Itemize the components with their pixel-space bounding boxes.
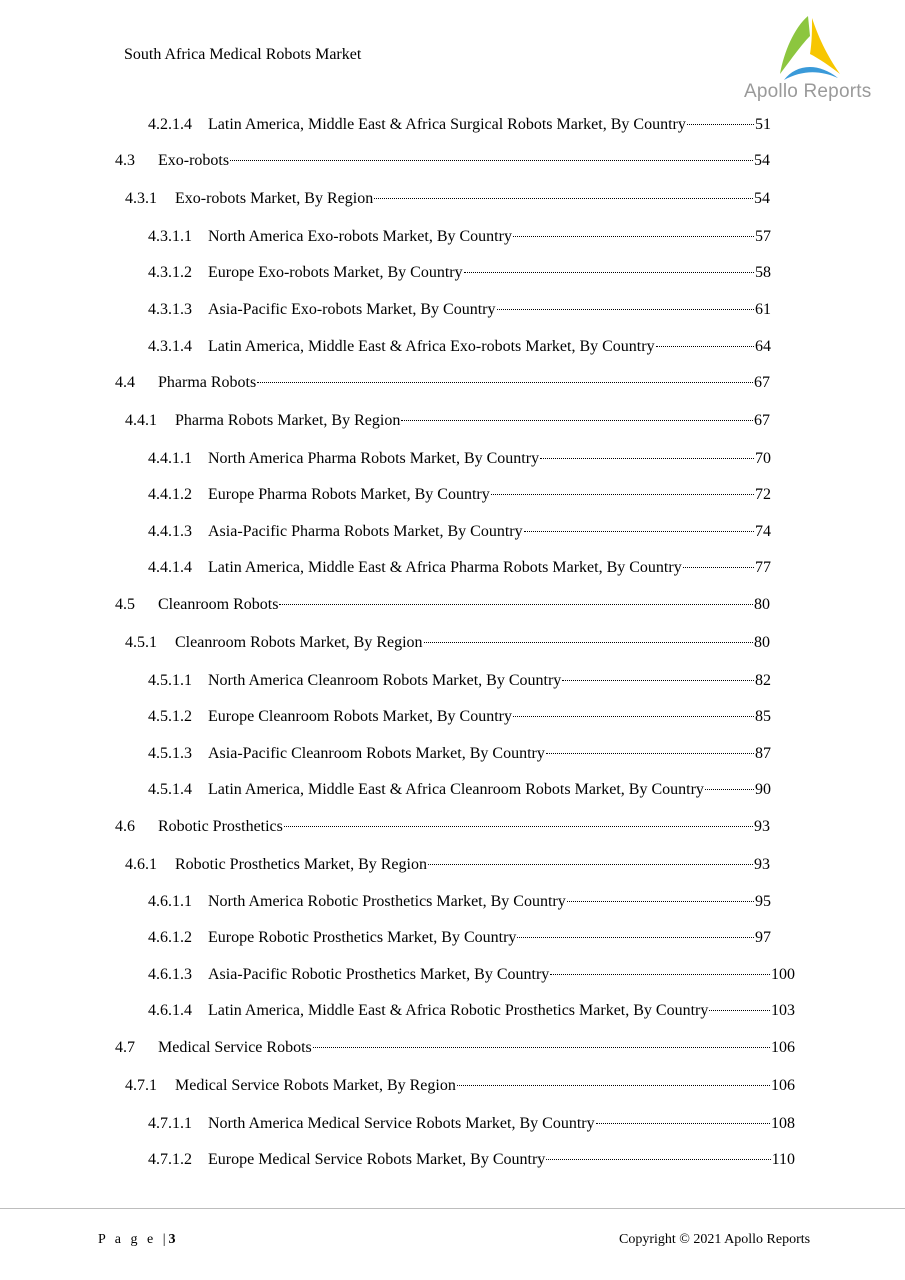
toc-title: Asia-Pacific Cleanroom Robots Market, By Country <box>208 745 545 762</box>
toc-page: 58 <box>755 264 771 281</box>
dot-leader <box>656 346 754 347</box>
toc-entry[interactable] <box>148 114 771 136</box>
toc-title: Europe Pharma Robots Market, By Country <box>208 486 490 503</box>
toc-number: 4.2.1.4 <box>148 116 192 133</box>
toc-page: 80 <box>754 634 770 651</box>
dot-leader <box>284 826 753 827</box>
toc-entry[interactable] <box>115 150 770 172</box>
dot-leader <box>428 864 753 865</box>
toc-title: Europe Robotic Prosthetics Market, By Country <box>208 929 517 946</box>
toc-title: Exo-robots Market, By Region <box>175 190 374 207</box>
toc-title: Latin America, Middle East & Africa Exo-robots Market, By Country <box>208 338 655 355</box>
toc-entry[interactable] <box>148 262 771 284</box>
toc-title: Europe Medical Service Robots Market, By Country <box>208 1151 546 1168</box>
toc-title: Asia-Pacific Pharma Robots Market, By Country <box>208 523 523 540</box>
toc-entry[interactable] <box>125 410 770 432</box>
toc-title: North America Robotic Prosthetics Market, By Country <box>208 893 566 910</box>
toc-number: 4.4.1.3 <box>148 523 192 540</box>
toc-number: 4.5.1.3 <box>148 745 192 762</box>
toc-title: Pharma Robots Market, By Region <box>175 412 401 429</box>
page-number: 3 <box>168 1232 176 1247</box>
toc-number: 4.3 <box>115 152 135 169</box>
toc-entry[interactable] <box>148 336 771 358</box>
toc-title: Europe Exo-robots Market, By Country <box>208 264 463 281</box>
toc-title: Latin America, Middle East & Africa Cleanroom Robots Market, By Country <box>208 781 704 798</box>
toc-entry[interactable] <box>148 448 771 470</box>
toc-page: 93 <box>754 818 770 835</box>
dot-leader <box>550 974 770 975</box>
document-header-title: South Africa Medical Robots Market <box>124 46 362 63</box>
toc-title: Exo-robots <box>158 152 230 169</box>
dot-leader <box>705 789 754 790</box>
toc-title: Medical Service Robots Market, By Region <box>175 1077 456 1094</box>
toc-number: 4.4 <box>115 374 135 391</box>
toc-entry[interactable] <box>115 594 770 616</box>
toc-entry[interactable] <box>148 706 771 728</box>
toc-number: 4.6 <box>115 818 135 835</box>
toc-title: Cleanroom Robots Market, By Region <box>175 634 423 651</box>
toc-entry[interactable] <box>148 779 771 801</box>
toc-number: 4.7.1 <box>125 1077 157 1094</box>
toc-entry[interactable] <box>148 226 771 248</box>
toc-page: 108 <box>771 1115 795 1132</box>
toc-page: 64 <box>755 338 771 355</box>
toc-page: 100 <box>771 966 795 983</box>
toc-page: 80 <box>754 596 770 613</box>
toc-page: 54 <box>754 152 770 169</box>
toc-page: 74 <box>755 523 771 540</box>
toc-number: 4.5.1.4 <box>148 781 192 798</box>
toc-number: 4.3.1.1 <box>148 228 192 245</box>
page-label: P a g e | <box>98 1232 169 1247</box>
dot-leader <box>279 604 753 605</box>
toc-page: 70 <box>755 450 771 467</box>
dot-leader <box>540 458 754 459</box>
dot-leader <box>683 567 754 568</box>
toc-entry[interactable] <box>148 557 771 579</box>
toc-entry[interactable] <box>115 1037 795 1059</box>
dot-leader <box>401 420 753 421</box>
toc-entry[interactable] <box>148 484 771 506</box>
toc-title: North America Pharma Robots Market, By Country <box>208 450 540 467</box>
toc-number: 4.4.1.2 <box>148 486 192 503</box>
toc-number: 4.6.1.2 <box>148 929 192 946</box>
toc-number: 4.5.1.2 <box>148 708 192 725</box>
toc-entry[interactable] <box>115 816 770 838</box>
toc-number: 4.5 <box>115 596 135 613</box>
toc-number: 4.6.1 <box>125 856 157 873</box>
toc-page: 90 <box>755 781 771 798</box>
toc-page: 72 <box>755 486 771 503</box>
toc-entry[interactable] <box>148 743 771 765</box>
dot-leader <box>517 937 754 938</box>
dot-leader <box>257 382 753 383</box>
dot-leader <box>497 309 755 310</box>
toc-entry[interactable] <box>148 1149 795 1171</box>
toc-number: 4.5.1 <box>125 634 157 651</box>
dot-leader <box>491 494 754 495</box>
toc-page: 87 <box>755 745 771 762</box>
dot-leader <box>562 680 754 681</box>
toc-number: 4.7.1.1 <box>148 1115 192 1132</box>
dot-leader <box>424 642 753 643</box>
toc-entry[interactable] <box>125 854 770 876</box>
toc-number: 4.7 <box>115 1039 135 1056</box>
toc-page: 77 <box>755 559 771 576</box>
dot-leader <box>524 531 754 532</box>
toc-title: Europe Cleanroom Robots Market, By Country <box>208 708 512 725</box>
toc-entry[interactable] <box>148 927 771 949</box>
toc-page: 106 <box>771 1077 795 1094</box>
dot-leader <box>374 198 753 199</box>
toc-number: 4.4.1 <box>125 412 157 429</box>
toc-number: 4.4.1.4 <box>148 559 192 576</box>
toc-title: Latin America, Middle East & Africa Surgical Robots Market, By Country <box>208 116 686 133</box>
toc-title: Robotic Prosthetics <box>158 818 283 835</box>
toc-title: North America Cleanroom Robots Market, By Country <box>208 672 562 689</box>
toc-entry[interactable] <box>148 891 771 913</box>
toc-entry[interactable] <box>125 632 770 654</box>
toc-page: 106 <box>771 1039 795 1056</box>
toc-title: Cleanroom Robots <box>158 596 279 613</box>
toc-entry[interactable] <box>148 964 795 986</box>
footer-divider <box>0 1208 905 1209</box>
dot-leader <box>464 272 754 273</box>
toc-title: Asia-Pacific Robotic Prosthetics Market, By Country <box>208 966 550 983</box>
toc-entry[interactable] <box>148 670 771 692</box>
toc-page: 93 <box>754 856 770 873</box>
toc-title: Asia-Pacific Exo-robots Market, By Country <box>208 301 496 318</box>
toc-page: 85 <box>755 708 771 725</box>
dot-leader <box>687 124 754 125</box>
toc-page: 97 <box>755 929 771 946</box>
footer-copyright: Copyright © 2021 Apollo Reports <box>619 1232 811 1247</box>
toc-page: 95 <box>755 893 771 910</box>
toc-entry[interactable] <box>148 1113 795 1135</box>
toc-title: Latin America, Middle East & Africa Robotic Prosthetics Market, By Country <box>208 1002 709 1019</box>
toc-page: 67 <box>754 412 770 429</box>
toc-number: 4.4.1.1 <box>148 450 192 467</box>
toc-number: 4.6.1.1 <box>148 893 192 910</box>
toc-page: 103 <box>771 1002 795 1019</box>
dot-leader <box>513 236 754 237</box>
toc-title: Latin America, Middle East & Africa Pharma Robots Market, By Country <box>208 559 682 576</box>
toc-number: 4.3.1.2 <box>148 264 192 281</box>
toc-entry[interactable] <box>148 1000 795 1022</box>
toc-title: Pharma Robots <box>158 374 257 391</box>
toc-page: 61 <box>755 301 771 318</box>
toc-title: North America Exo-robots Market, By Country <box>208 228 512 245</box>
dot-leader <box>596 1123 770 1124</box>
toc-number: 4.6.1.4 <box>148 1002 192 1019</box>
toc-title: North America Medical Service Robots Market, By Country <box>208 1115 595 1132</box>
toc-page: 67 <box>754 374 770 391</box>
dot-leader <box>546 753 754 754</box>
toc-entry[interactable] <box>148 299 771 321</box>
toc-number: 4.6.1.3 <box>148 966 192 983</box>
toc-entry[interactable] <box>115 372 770 394</box>
dot-leader <box>230 160 753 161</box>
footer-page-label <box>98 1232 176 1248</box>
toc-page: 110 <box>771 1151 795 1168</box>
toc-number: 4.3.1.3 <box>148 301 192 318</box>
toc-number: 4.3.1 <box>125 190 157 207</box>
toc-number: 4.3.1.4 <box>148 338 192 355</box>
dot-leader <box>313 1047 770 1048</box>
toc-page: 82 <box>755 672 771 689</box>
toc-page: 57 <box>755 228 771 245</box>
toc-entry[interactable] <box>125 1075 795 1097</box>
logo-text: Apollo Reports <box>744 81 872 102</box>
toc-entry[interactable] <box>148 521 771 543</box>
toc-entry[interactable] <box>125 188 770 210</box>
toc-title: Robotic Prosthetics Market, By Region <box>175 856 427 873</box>
toc-title: Medical Service Robots <box>158 1039 312 1056</box>
dot-leader <box>709 1010 770 1011</box>
dot-leader <box>567 901 754 902</box>
toc-page: 54 <box>754 190 770 207</box>
toc-number: 4.7.1.2 <box>148 1151 192 1168</box>
dot-leader <box>546 1159 770 1160</box>
dot-leader <box>457 1085 770 1086</box>
toc-number: 4.5.1.1 <box>148 672 192 689</box>
toc-page: 51 <box>755 116 771 133</box>
dot-leader <box>513 716 754 717</box>
